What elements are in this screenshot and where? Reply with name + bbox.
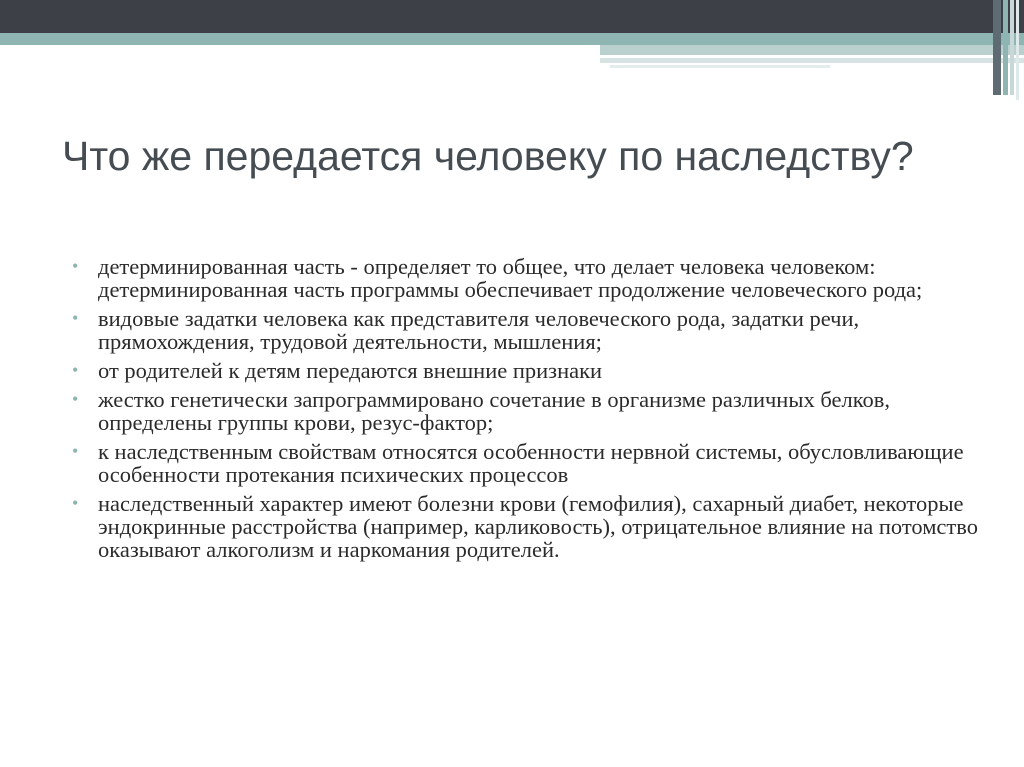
- slide-title: Что же передается человеку по наследству?: [62, 133, 914, 179]
- corner-bar: [1003, 0, 1008, 95]
- list-item: [72, 440, 992, 486]
- header-band-thin: [600, 58, 1024, 63]
- corner-bar: [1016, 0, 1019, 100]
- header-band-dark: [0, 0, 1024, 33]
- list-item-text: от родителей к детям передаются внешние признаки: [98, 358, 603, 383]
- header-band-light: [600, 45, 1024, 55]
- bullet-icon: •: [72, 360, 79, 380]
- bullet-icon: •: [72, 441, 79, 461]
- header-band-teal: [0, 33, 1024, 45]
- corner-bar: [1010, 0, 1014, 95]
- list-item: [72, 307, 992, 353]
- bullet-icon: •: [72, 256, 79, 276]
- list-item: [72, 492, 992, 561]
- bullet-list: [72, 255, 992, 567]
- list-item-text: детерминированная часть - определяет то общее, что делает человека человеком: детерминированная часть программы обеспечивает продолжение человеческого рода;: [98, 254, 923, 302]
- list-item: [72, 255, 992, 301]
- bullet-icon: •: [72, 493, 79, 513]
- list-item: [72, 359, 992, 382]
- corner-bar: [993, 0, 1001, 95]
- list-item-text: видовые задатки человека как представителя человеческого рода, задатки речи, прямохождения, трудовой деятельности, мышления;: [98, 306, 860, 354]
- list-item-text: к наследственным свойствам относятся особенности нервной системы, обусловливающие особенности протекания психических процессов: [98, 439, 964, 487]
- bullet-icon: •: [72, 308, 79, 328]
- list-item-text: наследственный характер имеют болезни крови (гемофилия), сахарный диабет, некоторые эндокринные расстройства (например, карликовость), отрицательное влияние на потомство оказывают алкоголизм и наркомания родителей.: [98, 491, 978, 562]
- header-band-thinner: [610, 65, 830, 68]
- bullet-icon: •: [72, 389, 79, 409]
- list-item-text: жестко генетически запрограммировано сочетание в организме различных белков, определены группы крови, резус-фактор;: [98, 387, 890, 435]
- list-item: [72, 388, 992, 434]
